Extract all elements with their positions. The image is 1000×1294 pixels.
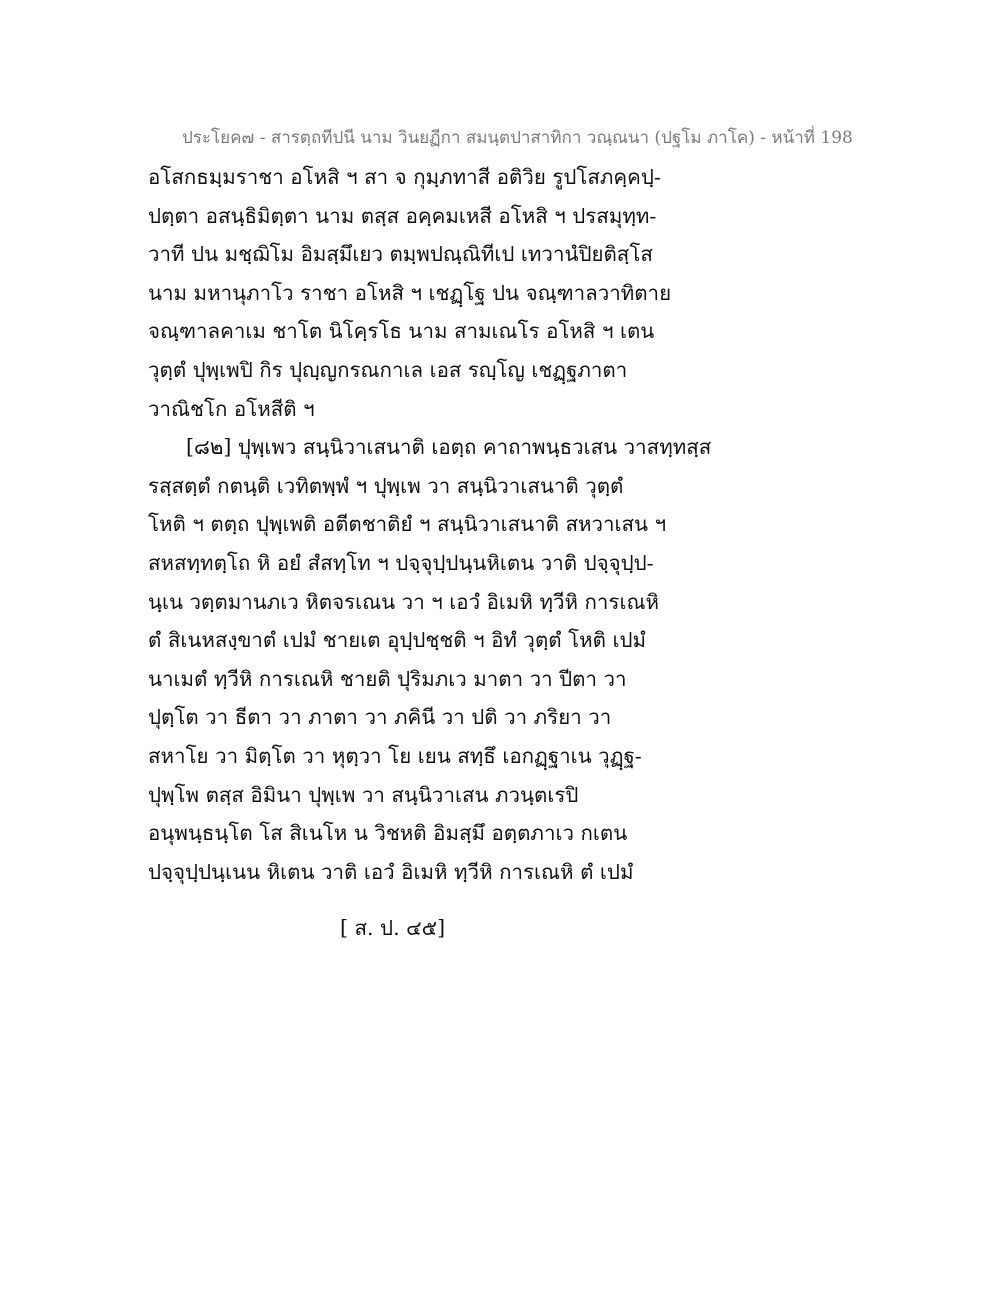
text-line: ปจฺจุปฺปนฺเนน หิเตน วาติ เอวํ อิเมหิ ทฺวีหิ การเณหิ ตํ เปมํ bbox=[148, 859, 634, 884]
text-line: อโสกธมฺมราชา อโหสิ ฯ สา จ กุมฺภทาสี อติวิย รูปโสภคฺคปฺ- bbox=[148, 165, 661, 189]
text-line: สหสทฺทตฺโถ หิ อยํ สํสทฺโท ฯ ปจฺจุปฺปนฺนหิเตน วาติ ปจฺจุปฺป- bbox=[148, 550, 654, 575]
text-line: จณฺฑาลคาเม ชาโต นิโคฺรโธ นาม สามเณโร อโหสิ ฯ เตน bbox=[148, 319, 655, 344]
running-header: ประโยค๗ - สารตฺถทีปนี นาม วินยฏีกา สมนฺตปาสาทิกา วณฺณนา (ปฐโม ภาโค) - หน้าที่ 198 bbox=[182, 128, 853, 148]
text-line: อนุพนฺธนฺโต โส สิเนโห น วิชหติ อิมสฺมึ อตฺตภาเว กเตน bbox=[148, 821, 628, 846]
text-line: ปุพฺโพ ตสฺส อิมินา ปุพฺเพ วา สนฺนิวาเสน ภวนฺตเรปิ bbox=[148, 782, 579, 807]
text-line: ปุตฺโต วา ธีตา วา ภาตา วา ภคินี วา ปติ วา ภริยา วา bbox=[148, 705, 612, 730]
text-line: ปตฺตา อสนฺธิมิตฺตา นาม ตสฺส อคฺคมเหสี อโหสิ ฯ ปรสมุทฺท- bbox=[148, 203, 657, 228]
body-text bbox=[148, 158, 712, 891]
text-line: ตํ สิเนหสงฺขาตํ เปมํ ชายเต อุปฺปชฺชติ ฯ อิทํ วุตฺตํ โหติ เปมํ bbox=[148, 628, 646, 653]
text-line: วาณิชโก อโหสีติ ฯ bbox=[148, 396, 315, 421]
text-line: รสฺสตฺตํ กตนฺติ เวทิตพฺพํ ฯ ปุพฺเพ วา สนฺนิวาเสนาติ วุตฺตํ bbox=[148, 473, 624, 498]
text-line: นาเมตํ ทฺวีหิ การเณหิ ชายติ ปุริมภเว มาตา วา ปีตา วา bbox=[148, 666, 627, 691]
page-reference: [ ส. ป. ๔๕] bbox=[340, 916, 446, 940]
text-line: วาที ปน มชฺฌิโม อิมสฺมึเยว ตมฺพปณฺณิทีเป เทวานํปิยติสฺโส bbox=[148, 242, 653, 267]
text-line: สหาโย วา มิตฺโต วา หุตฺวา โย เยน สทฺธึ เอกฏฺฐาเน วุฏฺฐ- bbox=[148, 743, 642, 768]
text-line: นาม มหานุภาโว ราชา อโหสิ ฯ เชฏฺโฐ ปน จณฺฑาลวาทิตาย bbox=[148, 280, 672, 305]
text-line: วุตฺตํ ปุพฺเพปิ กิร ปุญฺญกรณกาเล เอส รญฺโญ เชฏฺฐภาตา bbox=[148, 357, 628, 382]
paragraph-start-line: [๘๒] ปุพฺเพว สนฺนิวาเสนาติ เอตฺถ คาถาพนฺธวเสน วาสทฺทสฺส bbox=[186, 435, 712, 460]
text-line: นฺเน วตฺตมานภเว หิตจรเณน วา ฯ เอวํ อิเมหิ ทฺวีหิ การเณหิ bbox=[148, 589, 659, 614]
text-line: โหติ ฯ ตตฺถ ปุพฺเพติ อตีตชาติยํ ฯ สนฺนิวาเสนาติ สหวาเสน ฯ bbox=[148, 512, 667, 537]
